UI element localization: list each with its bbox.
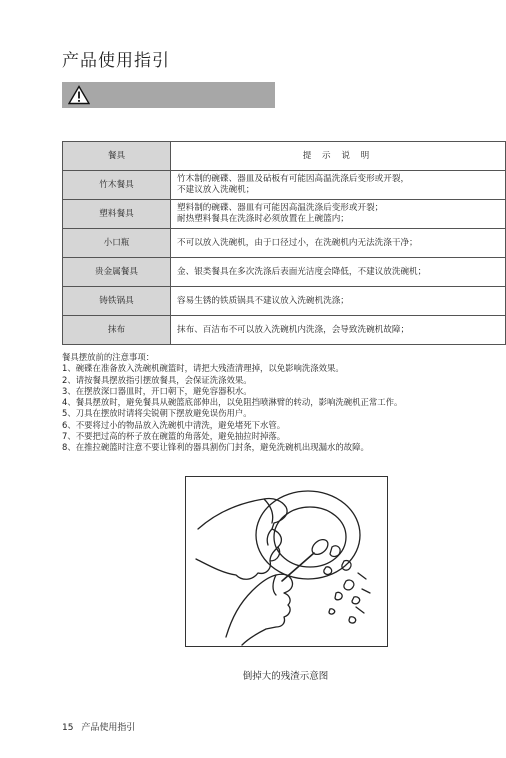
note-item: 3、在摆放深口器皿时，开口朝下，避免容器积水。 xyxy=(62,385,252,396)
table-row xyxy=(63,229,506,258)
table-row xyxy=(63,200,506,229)
row-note-line: 竹木制的碗碟、器皿及砧板有可能因高温洗涤后变形或开裂， xyxy=(177,174,410,184)
illustration-caption: 倒掉大的残渣示意图 xyxy=(242,671,329,682)
row-item: 铸铁锅具 xyxy=(63,287,171,316)
row-note xyxy=(171,229,506,258)
row-note xyxy=(171,171,506,200)
footer-label: 产品使用指引 xyxy=(81,723,136,733)
table-header-row xyxy=(63,142,506,171)
note-item: 7、不要把过高的杯子放在碗篮的角落处，避免抽拉时掉落。 xyxy=(62,431,286,442)
row-item: 小口瓶 xyxy=(63,229,171,258)
row-note-line: 容易生锈的铁质锅具不建议放入洗碗机洗涤； xyxy=(177,295,349,306)
notes-heading: 餐具摆放前的注意事项： xyxy=(62,352,155,362)
note-item: 2、请按餐具摆放指引摆放餐具，会保证洗涤效果。 xyxy=(62,374,252,385)
header-notes: 提 示 说 明 xyxy=(171,142,506,171)
warning-banner xyxy=(62,82,275,108)
row-note-line: 耐热塑料餐具在洗涤时必须放置在上碗篮内； xyxy=(177,214,349,224)
row-item: 塑料餐具 xyxy=(63,200,171,229)
row-note xyxy=(171,316,506,345)
row-note-line: 金、银类餐具在多次洗涤后表面光洁度会降低，不建议放洗碗机； xyxy=(177,266,427,277)
note-item: 4、餐具摆放时，避免餐具从碗篮底部伸出，以免阻挡喷淋臂的转动，影响洗碗机正常工作。 xyxy=(62,397,403,408)
tableware-guide-table xyxy=(62,141,506,345)
hand-plate-drawing xyxy=(186,477,387,646)
warning-triangle-icon xyxy=(68,85,90,105)
row-note xyxy=(171,287,506,316)
placement-notes xyxy=(62,352,502,454)
row-note-line: 不建议放入洗碗机； xyxy=(177,185,255,195)
row-note xyxy=(171,258,506,287)
table-row xyxy=(63,287,506,316)
scrape-residue-illustration xyxy=(185,476,388,647)
table-row xyxy=(63,258,506,287)
header-tableware: 餐具 xyxy=(63,142,171,171)
row-item: 贵金属餐具 xyxy=(63,258,171,287)
note-item: 8、在推拉碗篮时注意不要让锋利的器具割伤门封条，避免洗碗机出现漏水的故障。 xyxy=(62,442,369,453)
page-title: 产品使用指引 xyxy=(62,51,170,71)
row-note-line: 抹布、百洁布不可以放入洗碗机内洗涤，会导致洗碗机故障； xyxy=(177,324,410,335)
page-footer xyxy=(62,720,135,733)
note-item: 5、刀具在摆放时请将尖锐朝下摆放避免误伤用户。 xyxy=(62,408,252,419)
note-item: 6、不要将过小的物品放入洗碗机中清洗，避免堵死下水管。 xyxy=(62,419,286,430)
page-number: 15 xyxy=(62,723,74,733)
row-note-line: 塑料制的碗碟、器皿有可能因高温洗涤后变形或开裂； xyxy=(177,203,384,213)
row-note xyxy=(171,200,506,229)
table-row xyxy=(63,171,506,200)
row-item: 抹布 xyxy=(63,316,171,345)
table-row xyxy=(63,316,506,345)
row-note-line: 不可以放入洗碗机，由于口径过小，在洗碗机内无法洗涤干净； xyxy=(177,237,418,248)
note-item: 1、碗碟在准备放入洗碗机碗篮时，请把大残渣清理掉，以免影响洗涤效果。 xyxy=(62,363,344,374)
row-item: 竹木餐具 xyxy=(63,171,171,200)
